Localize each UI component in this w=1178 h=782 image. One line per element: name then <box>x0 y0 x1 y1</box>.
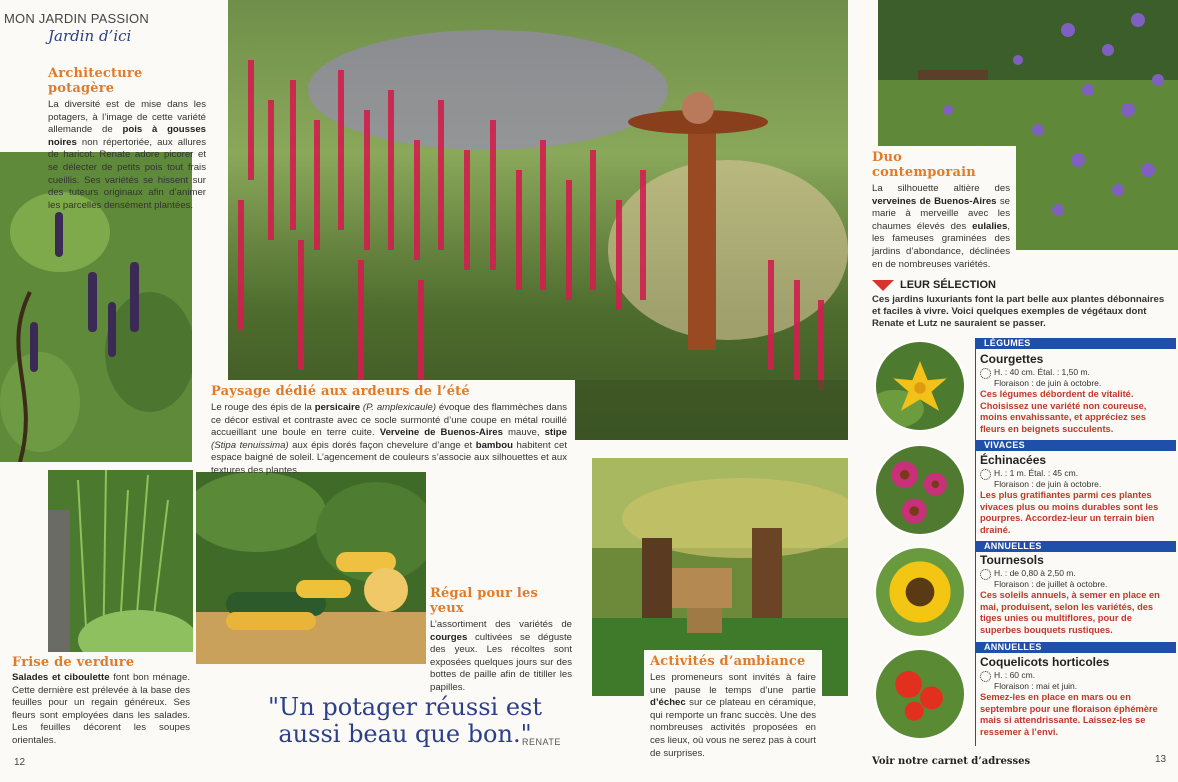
photo-sunflower <box>874 546 966 638</box>
architecture-block <box>0 62 212 211</box>
plant-dims-courgettes: H. : 40 cm. Étal. : 1,50 m. <box>994 367 1090 377</box>
paysage-italic-2: (Stipa tenuissima) <box>211 439 289 451</box>
plant-desc-tournesols: Ces soleils annuels, à semer en place en mai, produisent, selon les variétés, des tiges unies ou multiflores, pour de superbes bouquets rustiques. <box>980 590 1160 635</box>
plant-name-courgettes: Courgettes <box>980 352 1044 366</box>
photo-persicaria-garden <box>228 0 848 440</box>
regal-bold-1: courges <box>430 631 468 643</box>
magazine-section-subtitle: Jardin d’ici <box>48 27 132 45</box>
category-legumes: LÉGUMES <box>976 338 1176 349</box>
pull-quote-author: RENATE <box>522 737 561 747</box>
architecture-bold-1: pois à gousses noires <box>48 124 206 148</box>
duo-block <box>866 146 1016 268</box>
paysage-bold-1: persicaire <box>314 402 361 413</box>
regal-text-1: L’assortiment des variétés de <box>430 619 572 630</box>
page-number-left: 12 <box>14 757 26 768</box>
regal-heading: Régal pour les yeux <box>430 586 538 616</box>
plant-flowering-coquelicots: Floraison : mai et juin. <box>994 680 1078 691</box>
architecture-heading: Architecture potagère <box>48 66 143 96</box>
magazine-section-title: MON JARDIN PASSION <box>4 11 149 26</box>
address-book-link[interactable]: Voir notre carnet d’adresses <box>872 756 1031 767</box>
duo-heading: Duo contemporain <box>872 150 976 180</box>
photo-squash-harvest <box>196 472 426 664</box>
paysage-bold-3: stipe <box>544 427 567 439</box>
activites-text-1: Les promeneurs sont invités à faire une pause le temps d’une partie <box>650 672 816 696</box>
plant-meta-echinacees <box>980 468 1170 489</box>
selection-intro: Ces jardins luxuriants font la part belle aux plantes débonnaires et faciles à vivre. Voici quelques exemples de végétaux dont Renate et Lutz ne sauraient se passer. <box>872 294 1165 329</box>
frise-bold-1: Salades et ciboulette <box>12 672 110 683</box>
frise-heading: Frise de verdure <box>12 655 135 670</box>
paysage-text-1: Le rouge des épis de la <box>211 402 315 413</box>
plant-meta-courgettes <box>980 367 1170 388</box>
duo-bold-2: eulalies <box>972 220 1008 232</box>
plant-name-echinacees: Échinacées <box>980 453 1047 467</box>
activites-bold-1: d’échec <box>650 697 686 709</box>
photo-courgette-flower <box>874 340 966 432</box>
pull-quote: "Un potager réussi est aussi beau que bon." <box>267 693 543 748</box>
plant-name-coquelicots: Coquelicots horticoles <box>980 655 1110 669</box>
paysage-bold-2: Verveine de Buenos-Aires <box>379 427 503 439</box>
duo-text-2: se marie à merveille avec les chaumes élevés des <box>872 195 1010 232</box>
photo-echinacea <box>874 444 966 536</box>
plant-dims-coquelicots: H. : 60 cm. <box>994 670 1036 680</box>
plant-meta-coquelicots <box>980 670 1170 691</box>
paysage-text-3: mauve, <box>502 427 545 439</box>
paysage-text-2: évoque des flammèches dans ce décor estival et contraste avec ce socle surmonté d’une coupe en métal rouillé accueillant une boule en terre cuite. <box>211 402 567 439</box>
sun-icon <box>980 569 991 580</box>
selection-title: LEUR SÉLECTION <box>900 279 996 291</box>
plant-flowering-echinacees: Floraison : de juin à octobre. <box>994 478 1102 489</box>
paysage-block <box>203 380 575 476</box>
activites-text-2: sur ce plateau en céramique, qui remporte un franc succès. Une des nombreuses activités proposées en ces lieux, où vous ne serez pas à court de surprises. <box>650 697 816 759</box>
regal-block <box>426 584 576 693</box>
duo-text-3: , les fameuses graminées des jardins d’abondance, déclinées en de nombreuses variétés. <box>872 220 1010 270</box>
plant-desc-coquelicots: Semez-les en place en mars ou en septembre pour une floraison éphémère mais si attendrissante. Laissez-les se ressemer à l’envi. <box>980 692 1158 737</box>
frise-text <box>12 672 190 748</box>
plant-dims-echinacees: H. : 1 m. Étal. : 45 cm. <box>994 468 1079 478</box>
architecture-text <box>48 99 206 212</box>
sun-icon <box>980 671 991 682</box>
duo-text-1: La silhouette altière des <box>872 183 1010 194</box>
regal-text-2: cultivées se déguste des yeux. Les récoltes sont exposées quelques jours sur des bottes de paille afin de titiller les papilles. <box>430 631 572 693</box>
plant-desc-courgettes: Ces légumes débordent de vitalité. Choisissez une variété non coureuse, moins envahissante, et appréciez ses fleurs en beignets succulents. <box>980 389 1147 434</box>
plant-flowering-courgettes: Floraison : de juin à octobre. <box>994 377 1102 388</box>
paysage-text-4: aux épis dorés façon chevelure d’ange et <box>288 439 476 451</box>
photo-poppies <box>874 648 966 740</box>
category-annuelles-2: ANNUELLES <box>976 642 1176 653</box>
plant-meta-tournesols <box>980 568 1170 589</box>
selection-header <box>872 279 996 291</box>
frise-block <box>6 652 194 757</box>
duo-text <box>872 183 1010 271</box>
page-number-right: 13 <box>1155 754 1167 765</box>
frise-text-1: font bon ménage. Cette dernière est prélevée à la base des feuilles pour un regain généreux. Ses fleurs sont employées dans les salades. Les feuilles décorent les soupes orientales. <box>12 672 191 746</box>
category-vivaces: VIVACES <box>976 440 1176 451</box>
paysage-italic-1: (P. amplexicaule) <box>360 402 437 413</box>
sun-icon <box>980 368 991 379</box>
duo-bold-1: verveines de Buenos-Aires <box>872 195 997 207</box>
regal-text <box>430 619 572 695</box>
paysage-text-5: habitent cet espace baigné de soleil. L’agencement de couleurs s’associe aux silhouettes et aux textures des plantes. <box>211 439 567 476</box>
category-annuelles-1: ANNUELLES <box>976 541 1176 552</box>
paysage-text <box>211 402 567 478</box>
paysage-heading: Paysage dédié aux ardeurs de l’été <box>211 384 470 399</box>
plant-name-tournesols: Tournesols <box>980 553 1044 567</box>
plant-desc-echinacees: Les plus gratifiantes parmi ces plantes vivaces plus ou moins durables sont les pourpres. Accordez-leur un terrain bien drainé. <box>980 490 1159 535</box>
activites-heading: Activités d’ambiance <box>650 654 806 669</box>
triangle-icon <box>872 280 894 291</box>
activites-block <box>644 650 822 759</box>
paysage-bold-4: bambou <box>475 439 514 451</box>
architecture-text-1: La diversité est de mise dans les potagers, à l’image de cette variété allemande de <box>48 99 206 136</box>
photo-salad-chives <box>48 470 193 664</box>
plant-flowering-tournesols: Floraison : de juillet à octobre. <box>994 578 1108 589</box>
sun-icon <box>980 469 991 480</box>
architecture-text-2: non répertoriée, aux allures de haricot. Renate adore picorer et se délecter de petits pois tout frais cueillis. Ses variétés se hissent sur des tuteurs originaux afin d’animer les parcelles densément plantées. <box>48 136 206 211</box>
activites-text <box>650 672 816 760</box>
plant-dims-tournesols: H. : de 0,80 à 2,50 m. <box>994 568 1076 578</box>
